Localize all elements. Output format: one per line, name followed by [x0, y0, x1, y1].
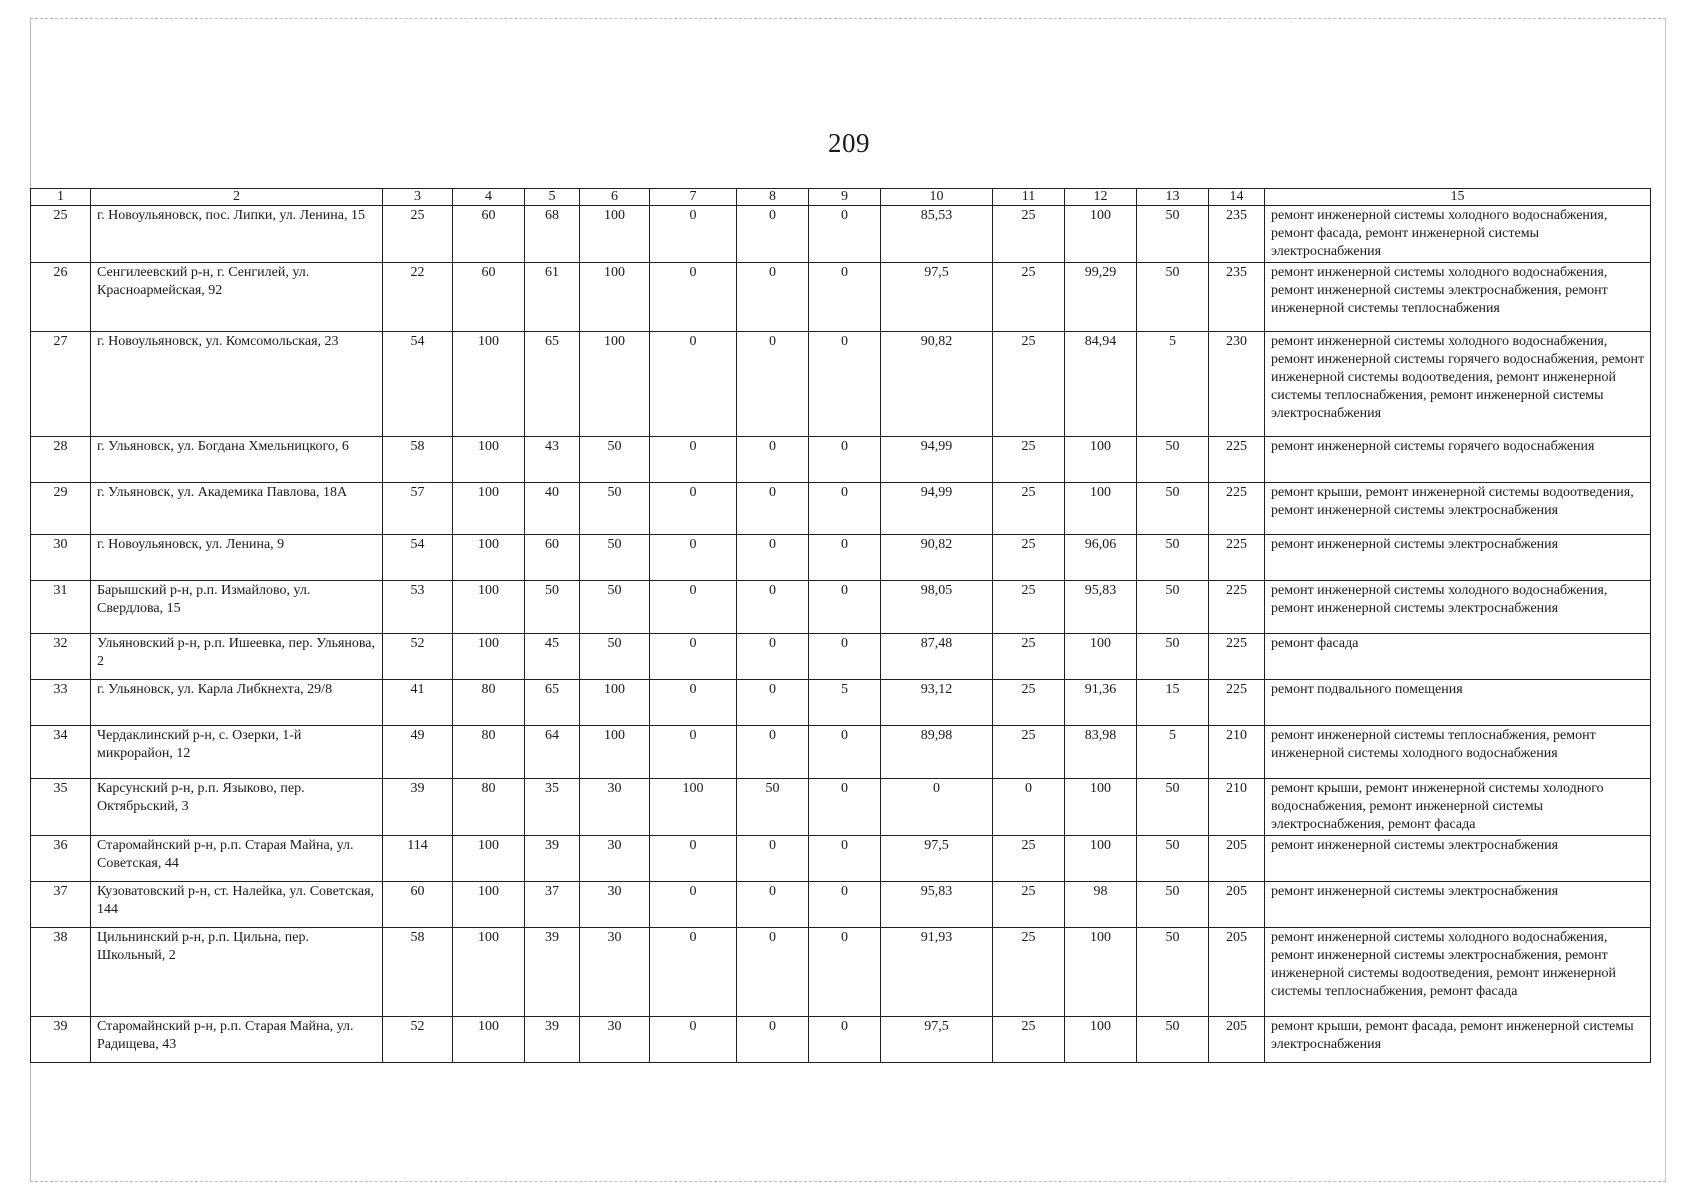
value-cell-col-10: 94,99: [881, 483, 993, 535]
column-header: 11: [993, 189, 1065, 206]
value-cell-col-4: 80: [453, 779, 525, 836]
value-cell-col-9: 0: [809, 882, 881, 928]
value-cell-col-3: 58: [383, 928, 453, 1017]
value-cell-col-4: 100: [453, 437, 525, 483]
value-cell-col-6: 30: [580, 928, 650, 1017]
value-cell-col-10: 97,5: [881, 1017, 993, 1063]
column-header: 7: [650, 189, 737, 206]
row-index-cell: 33: [31, 680, 91, 726]
value-cell-col-4: 100: [453, 535, 525, 581]
value-cell-col-13: 15: [1137, 680, 1209, 726]
row-index-cell: 36: [31, 836, 91, 882]
value-cell-col-10: 95,83: [881, 882, 993, 928]
table-row: [31, 437, 1651, 483]
value-cell-col-6: 30: [580, 836, 650, 882]
value-cell-col-13: 50: [1137, 437, 1209, 483]
column-header: 12: [1065, 189, 1137, 206]
value-cell-col-7: 0: [650, 437, 737, 483]
works-description-cell: ремонт инженерной системы электроснабжения: [1265, 836, 1651, 882]
row-index-cell: 31: [31, 581, 91, 634]
value-cell-col-12: 83,98: [1065, 726, 1137, 779]
value-cell-col-11: 25: [993, 928, 1065, 1017]
value-cell-col-14: 235: [1209, 206, 1265, 263]
value-cell-col-9: 0: [809, 535, 881, 581]
value-cell-col-7: 0: [650, 332, 737, 437]
value-cell-col-12: 95,83: [1065, 581, 1137, 634]
value-cell-col-9: 0: [809, 263, 881, 332]
value-cell-col-7: 0: [650, 680, 737, 726]
value-cell-col-7: 0: [650, 581, 737, 634]
value-cell-col-4: 100: [453, 882, 525, 928]
value-cell-col-5: 39: [525, 928, 580, 1017]
value-cell-col-13: 50: [1137, 1017, 1209, 1063]
value-cell-col-9: 5: [809, 680, 881, 726]
value-cell-col-13: 50: [1137, 928, 1209, 1017]
row-index-cell: 37: [31, 882, 91, 928]
value-cell-col-14: 225: [1209, 535, 1265, 581]
table-row: [31, 634, 1651, 680]
value-cell-col-12: 99,29: [1065, 263, 1137, 332]
value-cell-col-8: 0: [737, 928, 809, 1017]
works-description-cell: ремонт инженерной системы электроснабжения: [1265, 535, 1651, 581]
value-cell-col-9: 0: [809, 928, 881, 1017]
address-cell: Сенгилеевский р-н, г. Сенгилей, ул. Красноармейская, 92: [91, 263, 383, 332]
value-cell-col-3: 39: [383, 779, 453, 836]
value-cell-col-12: 100: [1065, 928, 1137, 1017]
value-cell-col-5: 35: [525, 779, 580, 836]
value-cell-col-6: 100: [580, 206, 650, 263]
value-cell-col-11: 25: [993, 634, 1065, 680]
value-cell-col-11: 25: [993, 726, 1065, 779]
works-description-cell: ремонт инженерной системы горячего водоснабжения: [1265, 437, 1651, 483]
value-cell-col-3: 49: [383, 726, 453, 779]
value-cell-col-3: 25: [383, 206, 453, 263]
value-cell-col-12: 91,36: [1065, 680, 1137, 726]
value-cell-col-14: 235: [1209, 263, 1265, 332]
column-header: 8: [737, 189, 809, 206]
value-cell-col-11: 25: [993, 882, 1065, 928]
value-cell-col-11: 25: [993, 1017, 1065, 1063]
value-cell-col-4: 100: [453, 928, 525, 1017]
value-cell-col-8: 0: [737, 332, 809, 437]
value-cell-col-10: 90,82: [881, 535, 993, 581]
column-header: 15: [1265, 189, 1651, 206]
works-description-cell: ремонт фасада: [1265, 634, 1651, 680]
column-header: 4: [453, 189, 525, 206]
value-cell-col-11: 25: [993, 437, 1065, 483]
row-index-cell: 29: [31, 483, 91, 535]
works-description-cell: ремонт инженерной системы холодного водоснабжения, ремонт инженерной системы электроснабжения: [1265, 581, 1651, 634]
works-description-cell: ремонт крыши, ремонт инженерной системы водоотведения, ремонт инженерной системы электроснабжения: [1265, 483, 1651, 535]
value-cell-col-12: 100: [1065, 483, 1137, 535]
value-cell-col-6: 100: [580, 680, 650, 726]
value-cell-col-4: 60: [453, 263, 525, 332]
value-cell-col-11: 25: [993, 680, 1065, 726]
value-cell-col-8: 0: [737, 263, 809, 332]
value-cell-col-11: 0: [993, 779, 1065, 836]
value-cell-col-11: 25: [993, 581, 1065, 634]
value-cell-col-12: 98: [1065, 882, 1137, 928]
column-header: 13: [1137, 189, 1209, 206]
value-cell-col-5: 68: [525, 206, 580, 263]
value-cell-col-3: 41: [383, 680, 453, 726]
value-cell-col-12: 100: [1065, 836, 1137, 882]
column-header: 10: [881, 189, 993, 206]
table-row: [31, 836, 1651, 882]
value-cell-col-12: 84,94: [1065, 332, 1137, 437]
value-cell-col-8: 0: [737, 206, 809, 263]
value-cell-col-4: 100: [453, 332, 525, 437]
value-cell-col-9: 0: [809, 779, 881, 836]
value-cell-col-6: 50: [580, 581, 650, 634]
value-cell-col-9: 0: [809, 206, 881, 263]
column-header: 9: [809, 189, 881, 206]
value-cell-col-6: 30: [580, 779, 650, 836]
value-cell-col-11: 25: [993, 483, 1065, 535]
value-cell-col-8: 0: [737, 581, 809, 634]
value-cell-col-13: 50: [1137, 882, 1209, 928]
works-description-cell: ремонт подвального помещения: [1265, 680, 1651, 726]
value-cell-col-6: 100: [580, 332, 650, 437]
table-row: [31, 726, 1651, 779]
value-cell-col-10: 97,5: [881, 263, 993, 332]
value-cell-col-5: 37: [525, 882, 580, 928]
value-cell-col-9: 0: [809, 437, 881, 483]
value-cell-col-7: 0: [650, 1017, 737, 1063]
value-cell-col-4: 100: [453, 836, 525, 882]
value-cell-col-10: 91,93: [881, 928, 993, 1017]
value-cell-col-10: 0: [881, 779, 993, 836]
value-cell-col-11: 25: [993, 535, 1065, 581]
row-index-cell: 26: [31, 263, 91, 332]
column-header: 1: [31, 189, 91, 206]
works-description-cell: ремонт крыши, ремонт фасада, ремонт инженерной системы электроснабжения: [1265, 1017, 1651, 1063]
value-cell-col-5: 65: [525, 680, 580, 726]
address-cell: г. Ульяновск, ул. Карла Либкнехта, 29/8: [91, 680, 383, 726]
row-index-cell: 39: [31, 1017, 91, 1063]
value-cell-col-3: 54: [383, 535, 453, 581]
value-cell-col-13: 5: [1137, 332, 1209, 437]
works-description-cell: ремонт инженерной системы холодного водоснабжения, ремонт инженерной системы горячего водоснабжения, ремонт инженерной системы водоотведения, ремонт инженерной системы теплоснабжения, ремонт инженерной системы электроснабжения: [1265, 332, 1651, 437]
value-cell-col-13: 50: [1137, 263, 1209, 332]
table-row: [31, 581, 1651, 634]
address-cell: г. Новоульяновск, ул. Комсомольская, 23: [91, 332, 383, 437]
value-cell-col-4: 100: [453, 634, 525, 680]
repair-priority-table: [30, 188, 1651, 1063]
value-cell-col-4: 100: [453, 581, 525, 634]
value-cell-col-14: 205: [1209, 836, 1265, 882]
value-cell-col-14: 225: [1209, 680, 1265, 726]
value-cell-col-7: 0: [650, 263, 737, 332]
value-cell-col-4: 80: [453, 680, 525, 726]
value-cell-col-13: 50: [1137, 483, 1209, 535]
value-cell-col-6: 100: [580, 726, 650, 779]
value-cell-col-6: 50: [580, 483, 650, 535]
value-cell-col-7: 0: [650, 928, 737, 1017]
value-cell-col-5: 64: [525, 726, 580, 779]
address-cell: Кузоватовский р-н, ст. Налейка, ул. Советская, 144: [91, 882, 383, 928]
value-cell-col-7: 0: [650, 726, 737, 779]
value-cell-col-8: 0: [737, 836, 809, 882]
row-index-cell: 35: [31, 779, 91, 836]
value-cell-col-12: 96,06: [1065, 535, 1137, 581]
address-cell: Чердаклинский р-н, с. Озерки, 1-й микрорайон, 12: [91, 726, 383, 779]
value-cell-col-10: 89,98: [881, 726, 993, 779]
address-cell: Ульяновский р-н, р.п. Ишеевка, пер. Ульянова, 2: [91, 634, 383, 680]
row-index-cell: 38: [31, 928, 91, 1017]
value-cell-col-8: 0: [737, 535, 809, 581]
row-index-cell: 32: [31, 634, 91, 680]
value-cell-col-13: 5: [1137, 726, 1209, 779]
address-cell: г. Новоульяновск, пос. Липки, ул. Ленина, 15: [91, 206, 383, 263]
value-cell-col-5: 65: [525, 332, 580, 437]
column-header: 3: [383, 189, 453, 206]
value-cell-col-8: 0: [737, 483, 809, 535]
value-cell-col-5: 50: [525, 581, 580, 634]
value-cell-col-6: 50: [580, 535, 650, 581]
value-cell-col-3: 58: [383, 437, 453, 483]
table-row: [31, 332, 1651, 437]
row-index-cell: 34: [31, 726, 91, 779]
value-cell-col-6: 50: [580, 634, 650, 680]
value-cell-col-13: 50: [1137, 206, 1209, 263]
table-body: [31, 206, 1651, 1063]
value-cell-col-5: 39: [525, 1017, 580, 1063]
page-number: 209: [828, 128, 870, 158]
table-row: [31, 1017, 1651, 1063]
value-cell-col-3: 54: [383, 332, 453, 437]
address-cell: Цильнинский р-н, р.п. Цильна, пер. Школьный, 2: [91, 928, 383, 1017]
works-description-cell: ремонт крыши, ремонт инженерной системы холодного водоснабжения, ремонт инженерной системы электроснабжения, ремонт фасада: [1265, 779, 1651, 836]
value-cell-col-12: 100: [1065, 634, 1137, 680]
value-cell-col-14: 225: [1209, 581, 1265, 634]
value-cell-col-14: 230: [1209, 332, 1265, 437]
table-row: [31, 928, 1651, 1017]
address-cell: Карсунский р-н, р.п. Языково, пер. Октябрьский, 3: [91, 779, 383, 836]
value-cell-col-3: 114: [383, 836, 453, 882]
value-cell-col-10: 90,82: [881, 332, 993, 437]
column-header: 6: [580, 189, 650, 206]
value-cell-col-4: 100: [453, 483, 525, 535]
table-row: [31, 263, 1651, 332]
works-description-cell: ремонт инженерной системы электроснабжения: [1265, 882, 1651, 928]
value-cell-col-6: 30: [580, 1017, 650, 1063]
value-cell-col-7: 0: [650, 483, 737, 535]
value-cell-col-3: 52: [383, 634, 453, 680]
value-cell-col-4: 80: [453, 726, 525, 779]
value-cell-col-11: 25: [993, 332, 1065, 437]
works-description-cell: ремонт инженерной системы холодного водоснабжения, ремонт инженерной системы электроснабжения, ремонт инженерной системы теплоснабжения: [1265, 263, 1651, 332]
value-cell-col-3: 52: [383, 1017, 453, 1063]
value-cell-col-7: 0: [650, 535, 737, 581]
value-cell-col-9: 0: [809, 634, 881, 680]
value-cell-col-8: 0: [737, 437, 809, 483]
column-header: 5: [525, 189, 580, 206]
value-cell-col-12: 100: [1065, 437, 1137, 483]
value-cell-col-5: 61: [525, 263, 580, 332]
value-cell-col-13: 50: [1137, 836, 1209, 882]
table-row: [31, 882, 1651, 928]
value-cell-col-9: 0: [809, 1017, 881, 1063]
value-cell-col-7: 0: [650, 634, 737, 680]
column-header: 2: [91, 189, 383, 206]
value-cell-col-10: 85,53: [881, 206, 993, 263]
value-cell-col-6: 30: [580, 882, 650, 928]
row-index-cell: 27: [31, 332, 91, 437]
address-cell: Старомайнский р-н, р.п. Старая Майна, ул. Радищева, 43: [91, 1017, 383, 1063]
value-cell-col-7: 100: [650, 779, 737, 836]
value-cell-col-4: 100: [453, 1017, 525, 1063]
value-cell-col-10: 98,05: [881, 581, 993, 634]
value-cell-col-5: 40: [525, 483, 580, 535]
value-cell-col-8: 0: [737, 726, 809, 779]
row-index-cell: 30: [31, 535, 91, 581]
value-cell-col-3: 22: [383, 263, 453, 332]
value-cell-col-14: 210: [1209, 779, 1265, 836]
address-cell: Старомайнский р-н, р.п. Старая Майна, ул. Советская, 44: [91, 836, 383, 882]
scan-border-bottom: [30, 1181, 1666, 1182]
value-cell-col-13: 50: [1137, 634, 1209, 680]
value-cell-col-11: 25: [993, 263, 1065, 332]
value-cell-col-5: 60: [525, 535, 580, 581]
row-index-cell: 28: [31, 437, 91, 483]
value-cell-col-3: 53: [383, 581, 453, 634]
value-cell-col-12: 100: [1065, 206, 1137, 263]
value-cell-col-7: 0: [650, 882, 737, 928]
table-row: [31, 535, 1651, 581]
value-cell-col-14: 225: [1209, 437, 1265, 483]
value-cell-col-6: 100: [580, 263, 650, 332]
value-cell-col-8: 0: [737, 680, 809, 726]
value-cell-col-10: 87,48: [881, 634, 993, 680]
value-cell-col-11: 25: [993, 206, 1065, 263]
value-cell-col-10: 93,12: [881, 680, 993, 726]
value-cell-col-8: 0: [737, 882, 809, 928]
value-cell-col-14: 205: [1209, 928, 1265, 1017]
value-cell-col-7: 0: [650, 836, 737, 882]
row-index-cell: 25: [31, 206, 91, 263]
works-description-cell: ремонт инженерной системы холодного водоснабжения, ремонт фасада, ремонт инженерной системы электроснабжения: [1265, 206, 1651, 263]
value-cell-col-9: 0: [809, 836, 881, 882]
value-cell-col-9: 0: [809, 726, 881, 779]
value-cell-col-5: 39: [525, 836, 580, 882]
value-cell-col-4: 60: [453, 206, 525, 263]
value-cell-col-13: 50: [1137, 581, 1209, 634]
value-cell-col-9: 0: [809, 332, 881, 437]
value-cell-col-7: 0: [650, 206, 737, 263]
value-cell-col-13: 50: [1137, 535, 1209, 581]
value-cell-col-3: 57: [383, 483, 453, 535]
value-cell-col-14: 205: [1209, 1017, 1265, 1063]
column-number-row: [31, 189, 1651, 206]
address-cell: г. Ульяновск, ул. Богдана Хмельницкого, 6: [91, 437, 383, 483]
value-cell-col-9: 0: [809, 581, 881, 634]
address-cell: г. Ульяновск, ул. Академика Павлова, 18А: [91, 483, 383, 535]
value-cell-col-14: 210: [1209, 726, 1265, 779]
works-description-cell: ремонт инженерной системы теплоснабжения, ремонт инженерной системы холодного водоснабжения: [1265, 726, 1651, 779]
value-cell-col-10: 94,99: [881, 437, 993, 483]
value-cell-col-13: 50: [1137, 779, 1209, 836]
value-cell-col-8: 0: [737, 1017, 809, 1063]
value-cell-col-8: 50: [737, 779, 809, 836]
value-cell-col-5: 43: [525, 437, 580, 483]
table-row: [31, 779, 1651, 836]
works-description-cell: ремонт инженерной системы холодного водоснабжения, ремонт инженерной системы электроснабжения, ремонт инженерной системы водоотведения, ремонт инженерной системы теплоснабжения, ремонт фасада: [1265, 928, 1651, 1017]
value-cell-col-10: 97,5: [881, 836, 993, 882]
value-cell-col-12: 100: [1065, 1017, 1137, 1063]
value-cell-col-3: 60: [383, 882, 453, 928]
value-cell-col-6: 50: [580, 437, 650, 483]
value-cell-col-14: 205: [1209, 882, 1265, 928]
address-cell: г. Новоульяновск, ул. Ленина, 9: [91, 535, 383, 581]
value-cell-col-12: 100: [1065, 779, 1137, 836]
table-row: [31, 483, 1651, 535]
column-header: 14: [1209, 189, 1265, 206]
value-cell-col-8: 0: [737, 634, 809, 680]
table-row: [31, 680, 1651, 726]
address-cell: Барышский р-н, р.п. Измайлово, ул. Свердлова, 15: [91, 581, 383, 634]
value-cell-col-5: 45: [525, 634, 580, 680]
value-cell-col-14: 225: [1209, 483, 1265, 535]
value-cell-col-11: 25: [993, 836, 1065, 882]
value-cell-col-14: 225: [1209, 634, 1265, 680]
table-row: [31, 206, 1651, 263]
value-cell-col-9: 0: [809, 483, 881, 535]
